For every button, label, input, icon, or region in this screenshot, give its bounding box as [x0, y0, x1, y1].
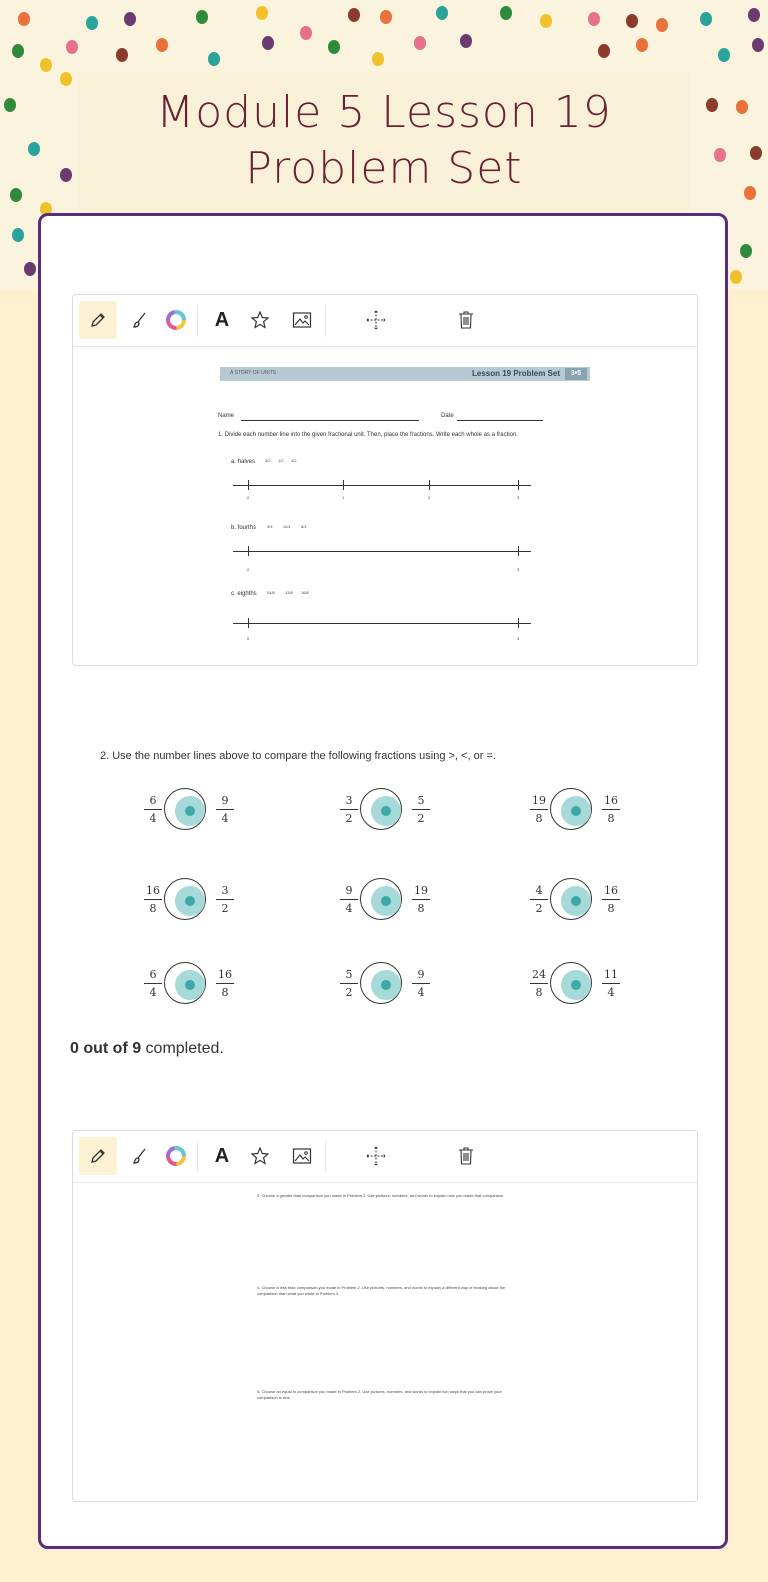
left-fraction: [336, 794, 362, 825]
answer-drop-dot: [185, 806, 195, 816]
tick-label: 3: [517, 567, 520, 572]
comparison-answer-target[interactable]: [164, 878, 206, 920]
denominator: 8: [535, 986, 543, 999]
part-b-fraction: 11/4: [283, 524, 291, 529]
left-fraction: [140, 794, 166, 825]
answer-drop-dot: [185, 896, 195, 906]
fraction-bar: [412, 983, 430, 984]
confetti-dot: [656, 18, 668, 32]
answer-drop-dot: [381, 806, 391, 816]
answer-drop-dot: [571, 806, 581, 816]
left-fraction: [140, 884, 166, 915]
numerator: 24: [532, 968, 546, 981]
right-fraction: [598, 794, 624, 825]
confetti-dot: [626, 14, 638, 28]
denominator: 4: [607, 986, 615, 999]
tick-label: 2: [428, 495, 431, 500]
denominator: 2: [345, 986, 353, 999]
page-subtitle: Problem Set: [245, 143, 523, 194]
tick-label: 3: [517, 495, 520, 500]
denominator: 8: [607, 812, 615, 825]
color-wheel-icon: [166, 1146, 186, 1166]
number-line-tick: [343, 480, 344, 490]
page-title: Module 5 Lesson 19: [156, 87, 612, 138]
confetti-dot: [500, 6, 512, 20]
confetti-dot: [736, 100, 748, 114]
brush-tool[interactable]: [121, 301, 159, 339]
text-icon: A: [214, 308, 230, 331]
answer-drop-zone[interactable]: [371, 970, 401, 1000]
toolbar-divider: [325, 1141, 326, 1173]
number-line-tick: [518, 480, 519, 490]
confetti-dot: [540, 14, 552, 28]
fraction-bar: [216, 809, 234, 810]
brush-icon: [131, 311, 149, 329]
numerator: 16: [218, 968, 232, 981]
color-wheel-icon: [166, 310, 186, 330]
toolbar-divider: [197, 1141, 198, 1173]
numerator: 19: [532, 794, 546, 807]
confetti-dot: [4, 98, 16, 112]
right-fraction: [212, 968, 238, 999]
confetti-dot: [328, 40, 340, 54]
confetti-dot: [10, 188, 22, 202]
question-5-text: 5. Choose an equal to comparison you made in Problem 2. Use pictures, numbers, and words to explain two ways that you can prove your comparison is true.: [257, 1389, 502, 1400]
denominator: 4: [345, 902, 353, 915]
comparison-answer-target[interactable]: [550, 878, 592, 920]
number-line-c: [233, 623, 531, 624]
numerator: 5: [345, 968, 353, 981]
confetti-dot: [414, 36, 426, 50]
tick-label: 1: [342, 495, 345, 500]
confetti-dot: [752, 38, 764, 52]
fraction-bar: [340, 809, 358, 810]
right-fraction: [408, 968, 434, 999]
confetti-dot: [460, 34, 472, 48]
date-line: [457, 420, 543, 421]
drawing-panel-2: [72, 1130, 698, 1502]
pencil-icon: [89, 1147, 107, 1165]
image-icon: [292, 311, 312, 329]
numerator: 16: [604, 884, 618, 897]
part-a-fraction: 4/2: [291, 458, 297, 463]
question-1-text: 1. Divide each number line into the given fractional unit. Then, place the fractions. Write each whole as a fraction.: [218, 432, 518, 438]
confetti-dot: [124, 12, 136, 26]
confetti-dot: [24, 262, 36, 276]
confetti-dot: [262, 36, 274, 50]
left-fraction: [140, 968, 166, 999]
answer-drop-dot: [381, 896, 391, 906]
confetti-dot: [18, 12, 30, 26]
denominator: 4: [221, 812, 229, 825]
answer-drop-dot: [185, 980, 195, 990]
denominator: 8: [417, 902, 425, 915]
image-tool[interactable]: [283, 1137, 321, 1175]
pencil-tool[interactable]: [79, 1137, 117, 1175]
part-c-fraction: 24/8: [267, 590, 275, 595]
tick-label: 0: [247, 495, 250, 500]
numerator: 9: [345, 884, 353, 897]
numerator: 19: [414, 884, 428, 897]
trash-icon: [457, 1146, 475, 1166]
star-icon: [250, 1146, 270, 1166]
right-fraction: [598, 884, 624, 915]
toolbar-divider: [197, 305, 198, 337]
comparison-answer-target[interactable]: [164, 962, 206, 1004]
numerator: 6: [149, 794, 157, 807]
part-b-label: b. fourths: [231, 525, 257, 531]
confetti-dot: [744, 186, 756, 200]
numerator: 11: [604, 968, 618, 981]
numerator: 3: [345, 794, 353, 807]
confetti-dot: [208, 52, 220, 66]
confetti-dot: [750, 146, 762, 160]
numerator: 4: [535, 884, 543, 897]
brush-tool[interactable]: [121, 1137, 159, 1175]
fraction-bar: [530, 899, 548, 900]
number-line-a: [233, 485, 531, 486]
fraction-bar: [216, 983, 234, 984]
left-fraction: [526, 794, 552, 825]
answer-drop-zone[interactable]: [175, 970, 205, 1000]
fraction-bar: [412, 809, 430, 810]
confetti-dot: [730, 270, 742, 284]
confetti-dot: [256, 6, 268, 20]
toolbar-divider: [325, 305, 326, 337]
number-line-tick: [248, 546, 249, 556]
denominator: 8: [149, 902, 157, 915]
numerator: 3: [221, 884, 229, 897]
confetti-dot: [718, 48, 730, 62]
confetti-dot: [706, 98, 718, 112]
fraction-bar: [602, 899, 620, 900]
confetti-dot: [116, 48, 128, 62]
numerator: 5: [417, 794, 425, 807]
fraction-bar: [530, 983, 548, 984]
fraction-bar: [144, 809, 162, 810]
left-fraction: [526, 968, 552, 999]
denominator: 2: [345, 812, 353, 825]
star-tool[interactable]: [241, 301, 279, 339]
part-b-fraction: 6/4: [301, 524, 307, 529]
numerator: 9: [221, 794, 229, 807]
denominator: 8: [607, 902, 615, 915]
confetti-dot: [60, 72, 72, 86]
star-icon: [250, 310, 270, 330]
comparison-answer-target[interactable]: [164, 788, 206, 830]
pencil-tool[interactable]: [79, 301, 117, 339]
question-2-text: 2. Use the number lines above to compare the following fractions using >, <, or =.: [100, 750, 496, 762]
comparison-answer-target[interactable]: [360, 878, 402, 920]
title-box: [78, 72, 690, 210]
number-line-tick: [518, 618, 519, 628]
delete-tool[interactable]: [447, 301, 485, 339]
answer-drop-zone[interactable]: [371, 886, 401, 916]
drawing-toolbar: [73, 295, 697, 347]
text-icon: A: [214, 1144, 230, 1167]
name-label: Name: [218, 413, 235, 419]
header-right-text: Lesson 19 Problem Set: [471, 369, 560, 378]
answer-drop-zone[interactable]: [561, 886, 591, 916]
confetti-dot: [156, 38, 168, 52]
confetti-dot: [714, 148, 726, 162]
confetti-dot: [12, 44, 24, 58]
number-line-tick: [248, 480, 249, 490]
tick-label: 0: [247, 636, 250, 641]
completion-count: 0 out of 9: [70, 1040, 142, 1057]
right-fraction: [408, 794, 434, 825]
part-b-fraction: 9/4: [267, 524, 273, 529]
confetti-dot: [60, 168, 72, 182]
move-icon: [365, 309, 387, 331]
confetti-dot: [748, 8, 760, 22]
numerator: 9: [417, 968, 425, 981]
part-c-fraction: 16/8: [301, 590, 309, 595]
answer-drop-zone[interactable]: [371, 796, 401, 826]
part-a-fraction: 3/2: [265, 458, 271, 463]
confetti-dot: [740, 244, 752, 258]
number-line-tick: [518, 546, 519, 556]
denominator: 2: [221, 902, 229, 915]
worksheet-header: [220, 367, 590, 381]
fraction-bar: [340, 899, 358, 900]
question-4-text: 4. Choose a less than comparison you made in Problem 2. Use pictures, numbers, and words to explain a different way of thinking about the comparison than what you wrote in Problem 3.: [257, 1285, 506, 1296]
text-tool[interactable]: [203, 1137, 241, 1175]
completion-status: [70, 1040, 224, 1058]
confetti-dot: [700, 12, 712, 26]
right-fraction: [408, 884, 434, 915]
move-tool[interactable]: [357, 301, 395, 339]
confetti-dot: [28, 142, 40, 156]
number-line-tick: [248, 618, 249, 628]
left-fraction: [526, 884, 552, 915]
delete-tool[interactable]: [447, 1137, 485, 1175]
numerator: 16: [146, 884, 160, 897]
comparison-answer-target[interactable]: [360, 788, 402, 830]
pencil-icon: [89, 311, 107, 329]
answer-drop-dot: [571, 980, 581, 990]
part-c-fraction: 13/8: [285, 590, 293, 595]
comparison-answer-target[interactable]: [550, 962, 592, 1004]
fraction-bar: [144, 899, 162, 900]
image-icon: [292, 1147, 312, 1165]
tick-label: 3: [517, 636, 520, 641]
part-c-label: c. eighths: [231, 591, 257, 597]
answer-drop-zone[interactable]: [175, 886, 205, 916]
brush-icon: [131, 1147, 149, 1165]
completion-suffix: completed.: [141, 1040, 224, 1057]
confetti-dot: [380, 10, 392, 24]
comparison-answer-target[interactable]: [550, 788, 592, 830]
confetti-dot: [588, 12, 600, 26]
confetti-dot: [598, 44, 610, 58]
drawing-toolbar: [73, 1131, 697, 1183]
right-fraction: [212, 794, 238, 825]
part-a-fraction: 1/2: [278, 458, 284, 463]
fraction-bar: [530, 809, 548, 810]
fraction-bar: [340, 983, 358, 984]
image-tool[interactable]: [283, 301, 321, 339]
confetti-dot: [300, 26, 312, 40]
answer-drop-zone[interactable]: [561, 970, 591, 1000]
confetti-dot: [636, 38, 648, 52]
drawing-panel-1: [72, 294, 698, 666]
trash-icon: [457, 310, 475, 330]
denominator: 2: [535, 902, 543, 915]
confetti-dot: [348, 8, 360, 22]
denominator: 8: [221, 986, 229, 999]
numerator: 6: [149, 968, 157, 981]
date-label: Date: [441, 413, 454, 419]
fraction-bar: [144, 983, 162, 984]
denominator: 4: [149, 812, 157, 825]
comparison-answer-target[interactable]: [360, 962, 402, 1004]
confetti-dot: [12, 228, 24, 242]
move-icon: [365, 1145, 387, 1167]
number-line-tick: [429, 480, 430, 490]
confetti-dot: [40, 58, 52, 72]
header-left-text: A STORY OF UNITS: [230, 370, 277, 376]
fraction-bar: [216, 899, 234, 900]
answer-drop-dot: [571, 896, 581, 906]
answer-drop-dot: [381, 980, 391, 990]
fraction-bar: [602, 983, 620, 984]
tick-label: 0: [247, 567, 250, 572]
name-line: [241, 420, 419, 421]
confetti-dot: [66, 40, 78, 54]
confetti-dot: [196, 10, 208, 24]
right-fraction: [598, 968, 624, 999]
fraction-bar: [412, 899, 430, 900]
fraction-bar: [602, 809, 620, 810]
denominator: 8: [535, 812, 543, 825]
right-fraction: [212, 884, 238, 915]
left-fraction: [336, 968, 362, 999]
star-tool[interactable]: [241, 1137, 279, 1175]
move-tool[interactable]: [357, 1137, 395, 1175]
confetti-dot: [436, 6, 448, 20]
confetti-dot: [86, 16, 98, 30]
denominator: 4: [149, 986, 157, 999]
text-tool[interactable]: [203, 301, 241, 339]
color-tool[interactable]: [157, 301, 195, 339]
header-badge: 3•5: [565, 368, 587, 380]
color-tool[interactable]: [157, 1137, 195, 1175]
question-3-text: 3. Choose a greater than comparison you made in Problem 2. Use pictures, numbers, and words to explain how you made that comparison.: [257, 1193, 505, 1198]
part-a-label: a. halves: [231, 459, 256, 465]
number-line-b: [233, 551, 531, 552]
denominator: 2: [417, 812, 425, 825]
confetti-dot: [372, 52, 384, 66]
left-fraction: [336, 884, 362, 915]
denominator: 4: [417, 986, 425, 999]
numerator: 16: [604, 794, 618, 807]
answer-drop-zone[interactable]: [175, 796, 205, 826]
answer-drop-zone[interactable]: [561, 796, 591, 826]
